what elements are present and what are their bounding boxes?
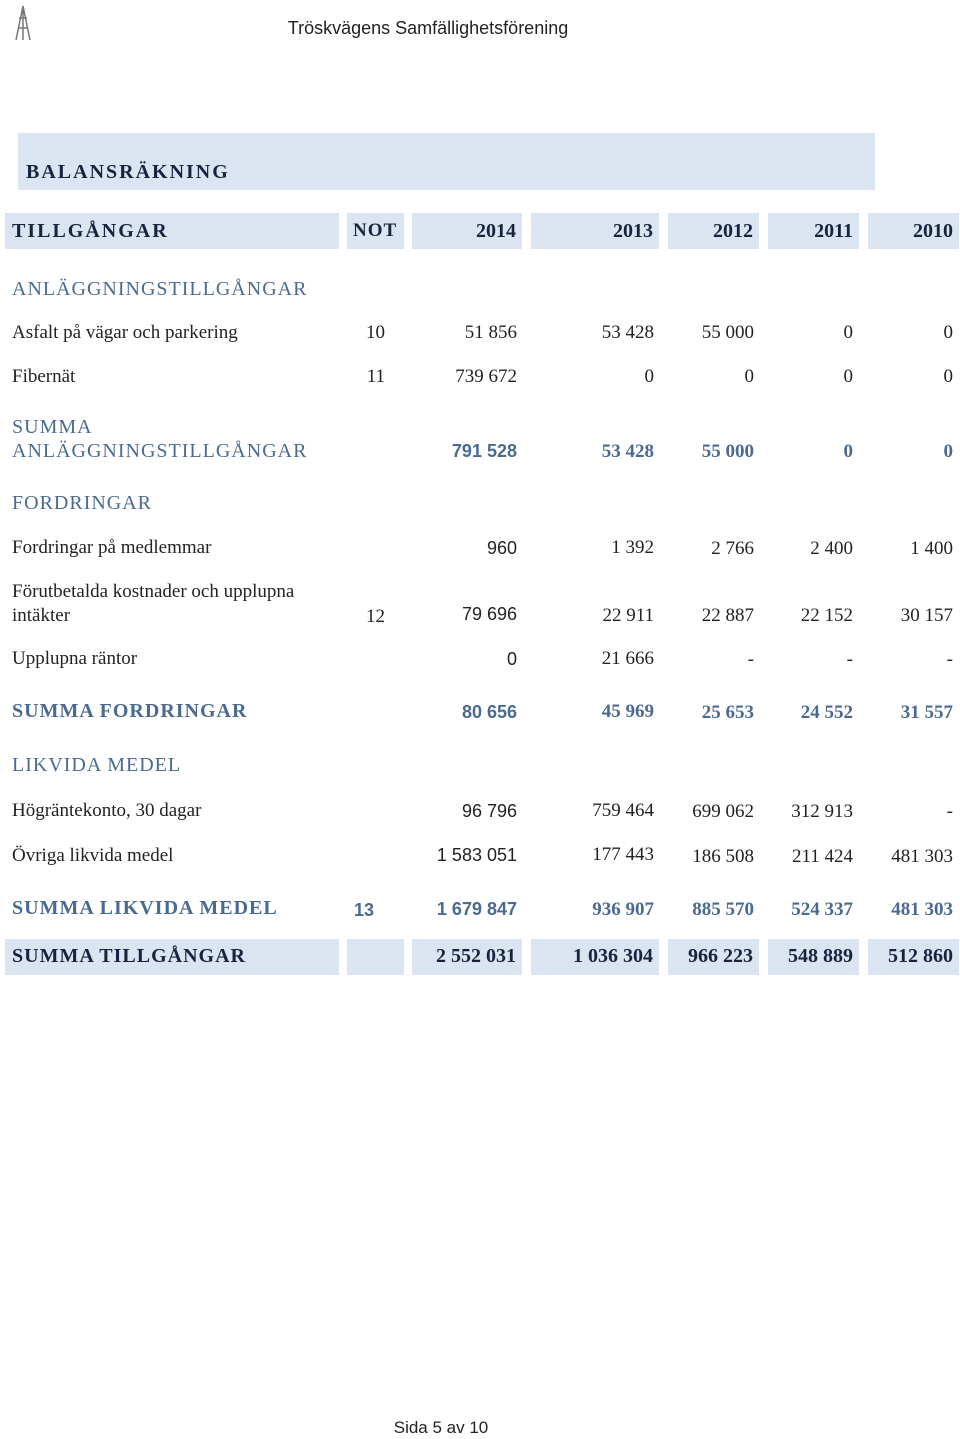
sum-value-2011: 524 337 [791,899,853,920]
group-heading-anlaggning: ANLÄGGNINGSTILLGÅNGAR [12,278,308,300]
row-value-2010: - [946,649,953,670]
row-label-line2: intäkter [12,605,71,626]
row-value-2014: 1 583 051 [436,845,517,865]
sum-value-2010: 481 303 [891,899,953,920]
row-value-2010: 30 157 [900,605,953,626]
sum-value-2012: 25 653 [701,702,754,723]
row-value-2014: 960 [486,538,517,558]
sum-value-2013: 45 969 [601,701,654,722]
row-value-2012: - [747,649,754,670]
row-value-2011: 0 [843,366,853,387]
sum-label-line1: SUMMA [12,416,93,438]
page-number: Sida 5 av 10 [393,1418,489,1437]
row-value-2012: 55 000 [701,322,754,343]
row-value-2013: 53 428 [601,322,654,343]
row-value-2013: 759 464 [592,800,654,821]
document-header-title: Tröskvägens Samfällighetsförening [287,18,569,38]
header-not: NOT [353,220,398,241]
row-value-2011: - [846,649,853,670]
total-2014-cell [412,939,522,975]
row-value-2013: 21 666 [601,648,654,669]
total-label: SUMMA TILLGÅNGAR [12,945,246,967]
header-2014: 2014 [476,220,516,242]
sum-value-2012: 55 000 [701,441,754,462]
row-value-2012: 22 887 [701,605,754,626]
row-value-2013: 22 911 [602,605,654,626]
row-value-2011: 0 [843,322,853,343]
row-value-2011: 211 424 [791,846,853,867]
header-2013: 2013 [613,220,653,242]
total-value-2012: 966 223 [688,945,753,967]
header-2012: 2012 [713,220,753,242]
row-label: Upplupna räntor [12,648,138,669]
header-2014-cell [412,213,522,249]
row-value-2014: 96 796 [461,801,517,821]
header-2011: 2011 [814,220,853,242]
header-2012-cell [668,213,759,249]
sum-value-2010: 31 557 [900,702,953,723]
sum-value-2011: 0 [843,441,853,462]
row-label: Fibernät [12,366,76,387]
group-heading-fordringar: FORDRINGAR [12,492,153,514]
header-2013-cell [531,213,659,249]
sum-value-2014: 1 679 847 [436,899,517,919]
sum-label-fordringar: SUMMA FORDRINGAR [12,700,248,722]
row-label: Övriga likvida medel [12,845,174,866]
total-2012-cell [668,939,759,975]
header-2010: 2010 [913,220,953,242]
row-not: 12 [366,606,385,627]
total-value-2010: 512 860 [888,945,953,967]
sum-not-likvida: 13 [353,900,374,920]
row-value-2014: 51 856 [464,322,517,343]
row-not: 10 [366,322,385,343]
header-2010-cell [868,213,959,249]
row-label-line1: Förutbetalda kostnader och upplupna [12,581,295,602]
total-value-2013: 1 036 304 [573,945,653,967]
total-2011-cell [768,939,859,975]
sum-value-2013: 53 428 [601,441,654,462]
row-value-2011: 312 913 [791,801,853,822]
total-2013-cell [531,939,659,975]
row-value-2013: 177 443 [592,844,654,865]
row-value-2013: 1 392 [611,537,654,558]
sum-value-2012: 885 570 [692,899,754,920]
sum-label-likvida: SUMMA LIKVIDA MEDEL [12,897,278,919]
row-value-2010: 481 303 [891,846,953,867]
row-value-2012: 186 508 [692,846,754,867]
row-label: Fordringar på medlemmar [12,537,212,558]
row-value-2010: - [946,801,953,822]
row-value-2013: 0 [644,366,654,387]
row-value-2011: 22 152 [800,605,853,626]
row-not: 11 [366,366,385,387]
row-value-2012: 699 062 [692,801,754,822]
sum-value-2010: 0 [943,441,953,462]
row-label: Högräntekonto, 30 dagar [12,800,202,821]
row-value-2010: 0 [943,366,953,387]
total-label-cell [5,939,339,975]
row-value-2010: 0 [943,322,953,343]
total-value-2014: 2 552 031 [436,945,516,967]
row-value-2011: 2 400 [810,538,853,559]
section-title: BALANSRÄKNING [26,161,230,183]
row-value-2010: 1 400 [910,538,953,559]
row-value-2014: 0 [506,649,517,669]
row-value-2014: 739 672 [455,366,517,387]
total-not-cell [347,939,404,975]
header-tillgangar: TILLGÅNGAR [12,220,169,242]
sum-value-2014: 80 656 [461,702,517,722]
row-label: Asfalt på vägar och parkering [12,322,238,343]
sum-value-2013: 936 907 [592,899,654,920]
row-value-2012: 0 [744,366,754,387]
header-not-cell [347,213,404,249]
section-title-band [18,133,875,190]
sum-value-2011: 24 552 [800,702,853,723]
row-value-2014: 79 696 [461,604,517,624]
group-heading-likvida: LIKVIDA MEDEL [12,754,182,776]
total-2010-cell [868,939,959,975]
header-label-cell [5,213,339,249]
total-value-2011: 548 889 [788,945,853,967]
sum-label-line2: ANLÄGGNINGSTILLGÅNGAR [12,440,308,462]
sum-value-2014: 791 528 [451,441,517,461]
row-value-2012: 2 766 [711,538,754,559]
header-2011-cell [768,213,859,249]
